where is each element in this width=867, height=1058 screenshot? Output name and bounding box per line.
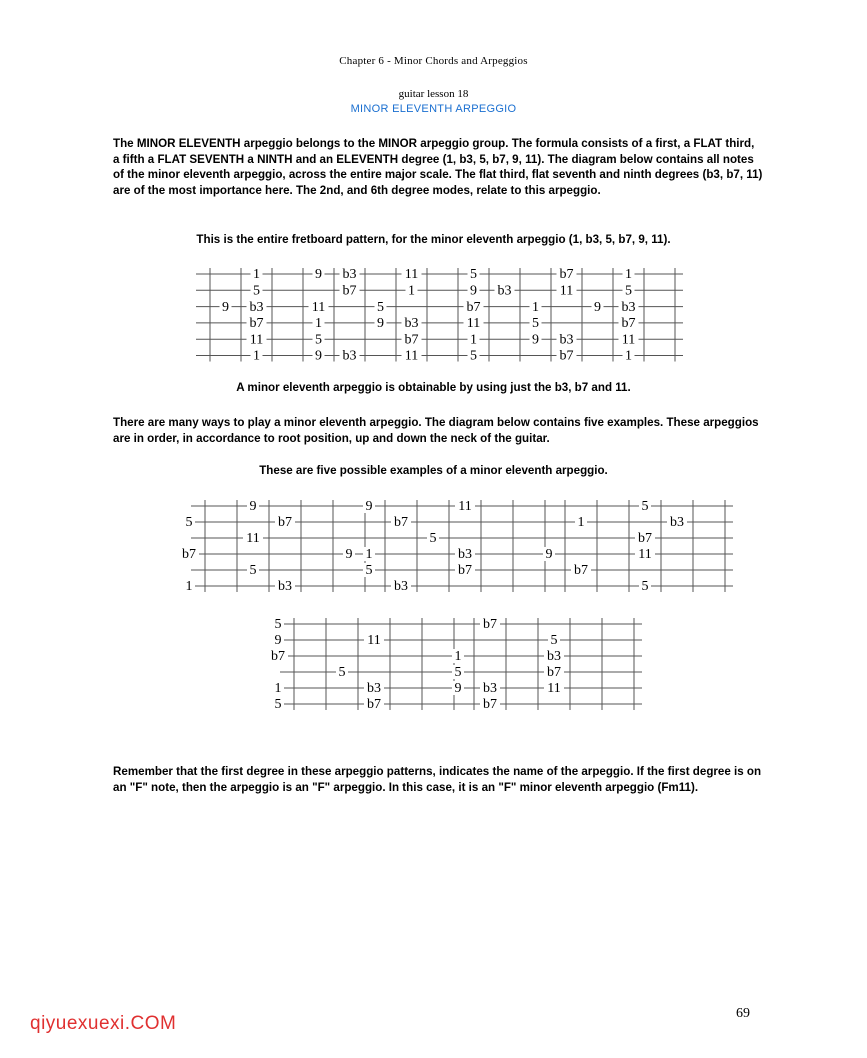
- example-3-note: b3: [670, 515, 684, 531]
- example-4-note: b7: [271, 649, 285, 665]
- example-1-note: 5: [185, 515, 193, 531]
- full-fretboard-note: 9: [315, 348, 322, 364]
- full-fretboard-note: 1: [470, 332, 477, 348]
- example-2-note: 5: [429, 531, 437, 547]
- example-diagram-3: [525, 498, 705, 595]
- example-2-note: b7: [458, 563, 472, 579]
- full-fretboard-note: 11: [404, 267, 419, 283]
- site-watermark: qiyuexuexi.COM: [30, 1013, 177, 1034]
- example-4-note: 11: [367, 633, 381, 649]
- example-3-note: 11: [638, 547, 652, 563]
- example-5-note: 5: [550, 633, 558, 649]
- full-fretboard-note: 9: [470, 283, 477, 299]
- example-2-note: 1: [365, 547, 373, 563]
- example-2-note: 9: [365, 499, 373, 515]
- example-diagram-5: [434, 616, 614, 713]
- example-5-note: b7: [483, 697, 497, 713]
- example-4-note: 5: [274, 617, 282, 633]
- lesson-number: guitar lesson 18: [398, 88, 469, 100]
- example-1-note: b7: [182, 547, 196, 563]
- example-5-note: 9: [454, 681, 462, 697]
- example-5-note: b7: [483, 617, 497, 633]
- example-2-note: b7: [394, 515, 408, 531]
- full-fretboard-note: b7: [466, 299, 481, 315]
- example-5-note: b7: [547, 665, 561, 681]
- example-diagram-1: [165, 498, 353, 595]
- example-5-note: 5: [454, 665, 462, 681]
- example-diagram-4: [254, 616, 434, 713]
- examples-paragraph: There are many ways to play a minor eleventh arpeggio. The diagram below contains five examples. These arpeggios are in order, in accordance to root position, up and down the neck of the guitar.: [113, 416, 759, 445]
- example-2-note: b3: [458, 547, 472, 563]
- full-fretboard-diagram: [180, 267, 690, 364]
- full-fretboard-note: 1: [253, 267, 260, 283]
- example-4-note: 1: [274, 681, 282, 697]
- full-fretboard-note: 11: [621, 332, 636, 348]
- intro-paragraph: The MINOR ELEVENTH arpeggio belongs to the MINOR arpeggio group. The formula consists of a first, a FLAT third, a fifth a FLAT SEVENTH a NINTH and an ELEVENTH degree (1, b3, 5, b7, 9, 11). The diagram below contains all notes of the minor eleventh arpeggio, across the entire major scale. The flat third, flat seventh and ninth degrees (b3, b7, 11) are of the most importance here. The 2nd, and 6th degree modes, relate to this arpeggio.: [113, 137, 763, 197]
- example-1-note: 1: [185, 579, 193, 595]
- full-fretboard-note: 11: [559, 283, 574, 299]
- closing-paragraph: Remember that the first degree in these arpeggio patterns, indicates the name of the arpeggio. If the first degree is on an "F" note, then the arpeggio is an "F" arpeggio. In this case, it is an "F" minor eleventh arpeggio (Fm11).: [113, 765, 762, 794]
- full-fretboard-note: b3: [404, 316, 419, 332]
- full-fretboard-note: b3: [342, 267, 357, 283]
- full-fretboard-note: b7: [559, 348, 574, 364]
- full-fretboard-note: 5: [253, 283, 260, 299]
- full-fretboard-note: b7: [621, 316, 636, 332]
- full-fretboard-note: 11: [249, 332, 264, 348]
- example-1-note: 9: [345, 547, 353, 563]
- full-fretboard-note: b7: [559, 267, 574, 283]
- example-3-note: 1: [577, 515, 585, 531]
- full-fretboard-note: 9: [315, 267, 322, 283]
- example-1-note: b7: [278, 515, 292, 531]
- full-fretboard-note: 1: [625, 267, 632, 283]
- full-fretboard-note: 1: [532, 299, 539, 315]
- example-diagram-2: [345, 498, 525, 595]
- full-fretboard-note: 11: [404, 348, 419, 364]
- example-1-note: 9: [249, 499, 257, 515]
- full-fretboard-note: 5: [315, 332, 322, 348]
- full-fretboard-note: b7: [249, 316, 264, 332]
- full-fretboard-note: 9: [377, 316, 384, 332]
- page-number: 69: [736, 1006, 750, 1021]
- example-1-note: b3: [278, 579, 292, 595]
- full-fretboard-note: b3: [621, 299, 636, 315]
- full-fretboard-note: 9: [222, 299, 229, 315]
- example-4-note: 5: [338, 665, 346, 681]
- example-4-note: 9: [274, 633, 282, 649]
- full-fretboard-note: 5: [625, 283, 632, 299]
- example-3-note: b7: [574, 563, 588, 579]
- example-3-note: 5: [641, 579, 649, 595]
- full-fretboard-note: b7: [404, 332, 419, 348]
- full-fretboard-note: 1: [408, 283, 415, 299]
- example-2-note: 11: [458, 499, 472, 515]
- example-3-note: 9: [545, 547, 553, 563]
- caption-full-fretboard: This is the entire fretboard pattern, for the minor eleventh arpeggio (1, b3, 5, b7, 9, 11).: [196, 233, 671, 246]
- example-5-note: 11: [547, 681, 561, 697]
- example-2-note: b3: [394, 579, 408, 595]
- example-1-note: 11: [246, 531, 260, 547]
- full-fretboard-note: 5: [470, 267, 477, 283]
- example-4-note: b7: [367, 697, 381, 713]
- full-fretboard-note: 5: [377, 299, 384, 315]
- full-fretboard-note: 1: [253, 348, 260, 364]
- lesson-title: MINOR ELEVENTH ARPEGGIO: [350, 103, 517, 115]
- example-3-note: b7: [638, 531, 652, 547]
- full-fretboard-note: b3: [249, 299, 264, 315]
- full-fretboard-note: 5: [470, 348, 477, 364]
- example-5-note: b3: [483, 681, 497, 697]
- full-fretboard-note: 11: [311, 299, 326, 315]
- full-fretboard-note: b3: [559, 332, 574, 348]
- chapter-heading: Chapter 6 - Minor Chords and Arpeggios: [339, 55, 528, 67]
- full-fretboard-note: 9: [532, 332, 539, 348]
- caption-essential-degrees: A minor eleventh arpeggio is obtainable by using just the b3, b7 and 11.: [236, 381, 631, 394]
- full-fretboard-note: 1: [625, 348, 632, 364]
- example-5-note: 1: [454, 649, 462, 665]
- full-fretboard-note: 11: [466, 316, 481, 332]
- full-fretboard-note: 1: [315, 316, 322, 332]
- full-fretboard-note: b7: [342, 283, 357, 299]
- full-fretboard-note: 5: [532, 316, 539, 332]
- example-4-note: b3: [367, 681, 381, 697]
- example-1-note: 5: [249, 563, 257, 579]
- example-2-note: 5: [365, 563, 373, 579]
- example-3-note: 5: [641, 499, 649, 515]
- example-4-note: 5: [274, 697, 282, 713]
- example-5-note: b3: [547, 649, 561, 665]
- full-fretboard-note: 9: [594, 299, 601, 315]
- full-fretboard-note: b3: [342, 348, 357, 364]
- full-fretboard-note: b3: [497, 283, 512, 299]
- caption-five-examples: These are five possible examples of a minor eleventh arpeggio.: [259, 464, 608, 477]
